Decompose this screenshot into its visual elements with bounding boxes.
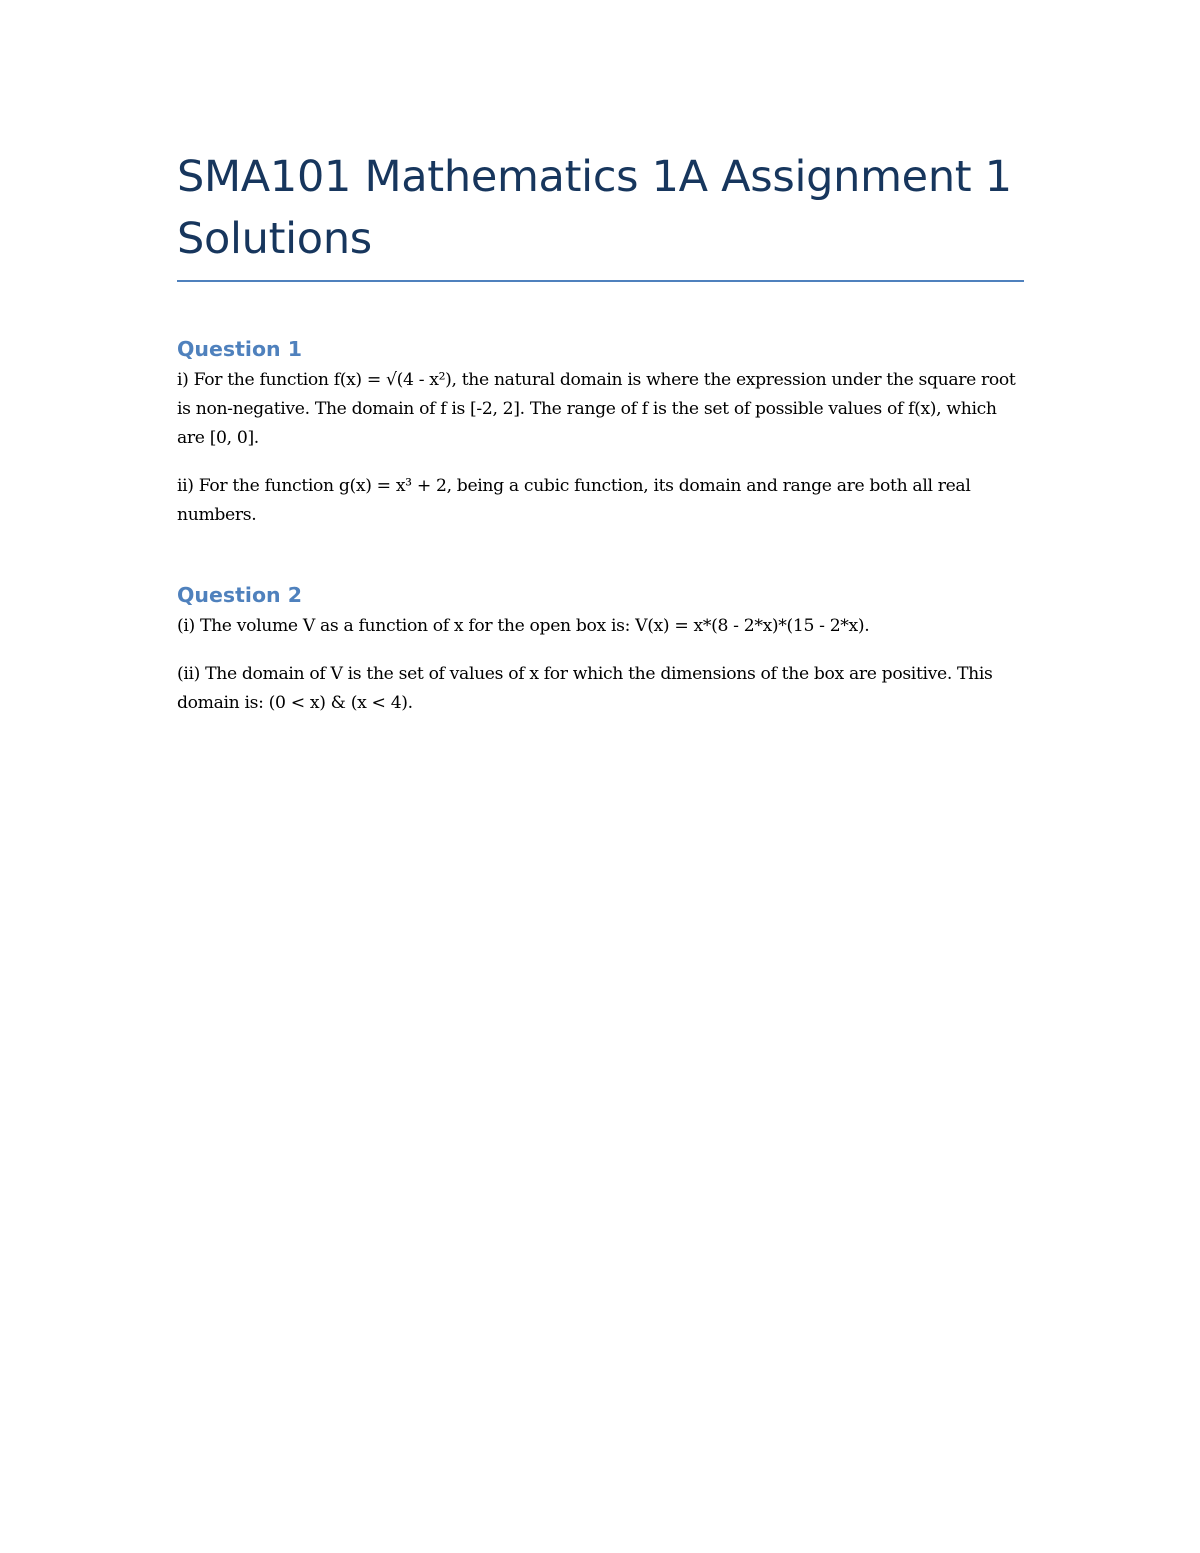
question-1-part-ii: ii) For the function g(x) = x³ + 2, being a cubic function, its domain and range are both all real numbers. [177, 476, 971, 525]
section-question-2 [177, 580, 1024, 718]
question-2-part-i: (i) The volume V as a function of x for the open box is: V(x) = x*(8 - 2*x)*(15 - 2*x). [177, 616, 870, 636]
question-1-part-i: i) For the function f(x) = √(4 - x²), the natural domain is where the expression under the square root is non-negative. The domain of f is [-2, 2]. The range of f is the set of possible values of f(x), which are [0, 0]. [177, 370, 1016, 448]
question-2-heading: Question 2 [177, 583, 303, 607]
title-underline [177, 280, 1024, 282]
document-content [177, 146, 1024, 718]
question-1-heading: Question 1 [177, 337, 303, 361]
section-question-1 [177, 334, 1024, 530]
document-title: SMA101 Mathematics 1A Assignment 1 Solutions [177, 152, 1012, 264]
question-2-part-ii: (ii) The domain of V is the set of values of x for which the dimensions of the box are positive. This domain is: (0 < x) & (x < 4). [177, 664, 993, 713]
